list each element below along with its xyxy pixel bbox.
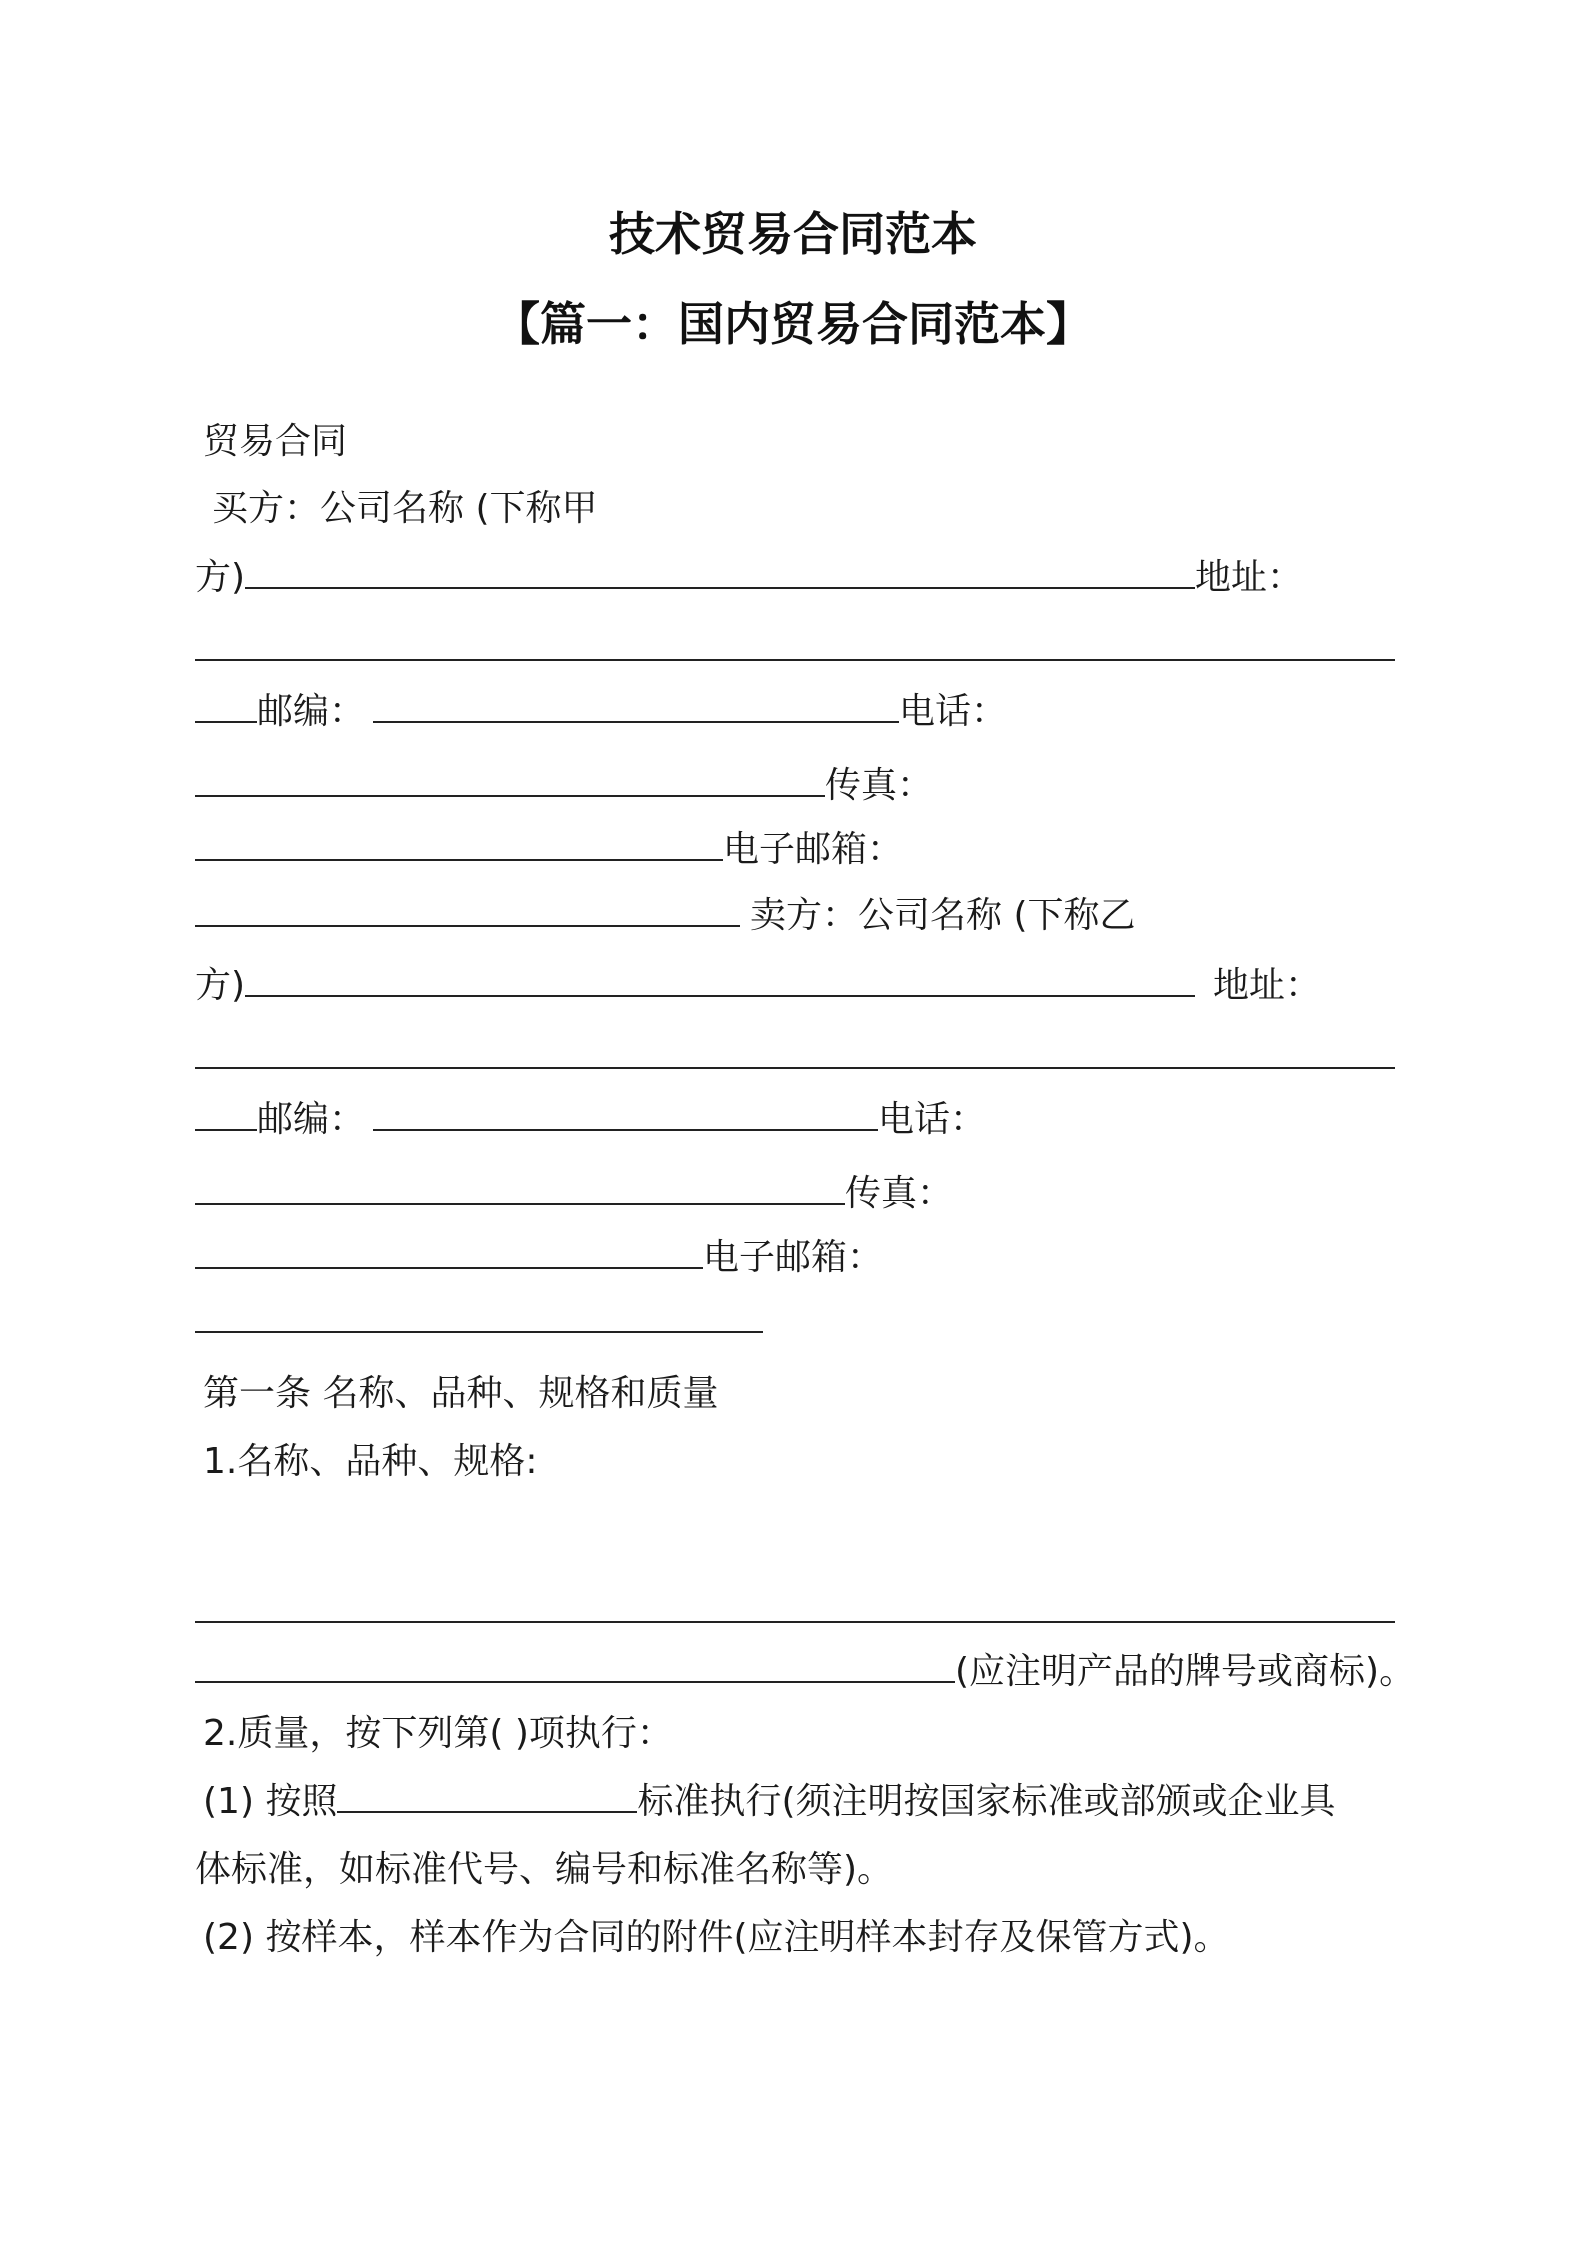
seller-address-blank[interactable] xyxy=(195,1037,1395,1069)
buyer-address-label: 地址： xyxy=(1195,557,1304,598)
buyer-postcode-line xyxy=(195,690,1007,734)
article1-standard-blank[interactable] xyxy=(337,1781,637,1813)
seller-party-blank[interactable] xyxy=(245,965,1195,997)
buyer-party-suffix: 方) xyxy=(195,557,246,598)
buyer-fax-line xyxy=(195,764,933,808)
article1-item2: 2.质量，按下列第( )项执行： xyxy=(203,1713,673,1754)
seller-address-blank-cont[interactable] xyxy=(195,1099,257,1131)
buyer-email-line xyxy=(195,828,903,872)
buyer-address-line xyxy=(195,628,1395,672)
seller-intro-line xyxy=(195,894,1136,938)
document-title: 技术贸易合同范本 xyxy=(609,207,977,261)
seller-party-suffix: 方) xyxy=(195,965,246,1006)
buyer-phone-blank[interactable] xyxy=(195,765,825,797)
article1-heading: 第一条 名称、品种、规格和质量 xyxy=(203,1373,719,1414)
buyer-intro: 买方：公司名称 (下称甲 xyxy=(212,488,598,529)
seller-phone-blank[interactable] xyxy=(195,1173,845,1205)
seller-fax-label: 传真： xyxy=(845,1173,954,1214)
seller-postcode-blank[interactable] xyxy=(373,1099,878,1131)
seller-intro: 卖方：公司名称 (下称乙 xyxy=(750,895,1136,936)
seller-postcode-label: 邮编： xyxy=(257,1099,366,1140)
buyer-postcode-blank[interactable] xyxy=(373,691,899,723)
seller-party-line xyxy=(195,964,1321,1008)
seller-email-label: 电子邮箱： xyxy=(703,1237,884,1278)
buyer-address-blank-cont[interactable] xyxy=(195,691,257,723)
seller-postcode-line xyxy=(195,1098,986,1142)
article1-brand-note: (应注明产品的牌号或商标)。 xyxy=(955,1651,1416,1692)
buyer-phone-label: 电话： xyxy=(899,691,1008,732)
seller-fax-blank[interactable] xyxy=(195,1237,703,1269)
article1-option1-suffix: 标准执行(须注明按国家标准或部颁或企业具 xyxy=(637,1781,1336,1822)
buyer-fax-blank[interactable] xyxy=(195,829,723,861)
buyer-party-line xyxy=(195,556,1303,600)
buyer-party-blank[interactable] xyxy=(245,557,1195,589)
article1-name-blank[interactable] xyxy=(195,1591,1395,1623)
seller-phone-label: 电话： xyxy=(878,1099,987,1140)
buyer-postcode-label: 邮编： xyxy=(257,691,366,732)
document-subtitle: 【篇一：国内贸易合同范本】 xyxy=(494,297,1092,351)
seller-address-label: 地址： xyxy=(1213,965,1322,1006)
article1-item1: 1.名称、品种、规格: xyxy=(203,1441,538,1482)
seller-email-blank[interactable] xyxy=(195,1301,763,1333)
seller-email-blank-line xyxy=(195,1300,763,1344)
article1-spec-blank[interactable] xyxy=(195,1651,955,1683)
article1-item1-blank-line xyxy=(195,1590,1395,1634)
buyer-email-label: 电子邮箱： xyxy=(723,829,904,870)
article1-option1-cont: 体标准，如标准代号、编号和标准名称等)。 xyxy=(195,1849,894,1890)
article1-option2: (2) 按样本，样本作为合同的附件(应注明样本封存及保管方式)。 xyxy=(203,1917,1230,1958)
buyer-address-blank[interactable] xyxy=(195,629,1395,661)
seller-fax-line xyxy=(195,1172,953,1216)
seller-email-line xyxy=(195,1236,883,1280)
seller-address-line xyxy=(195,1036,1395,1080)
article1-option1-prefix: (1) 按照 xyxy=(203,1781,338,1822)
buyer-fax-label: 传真： xyxy=(825,765,934,806)
buyer-email-blank[interactable] xyxy=(195,895,740,927)
article1-brand-line xyxy=(195,1650,1415,1694)
article1-option1-line xyxy=(203,1780,1336,1824)
contract-heading: 贸易合同 xyxy=(203,421,348,462)
